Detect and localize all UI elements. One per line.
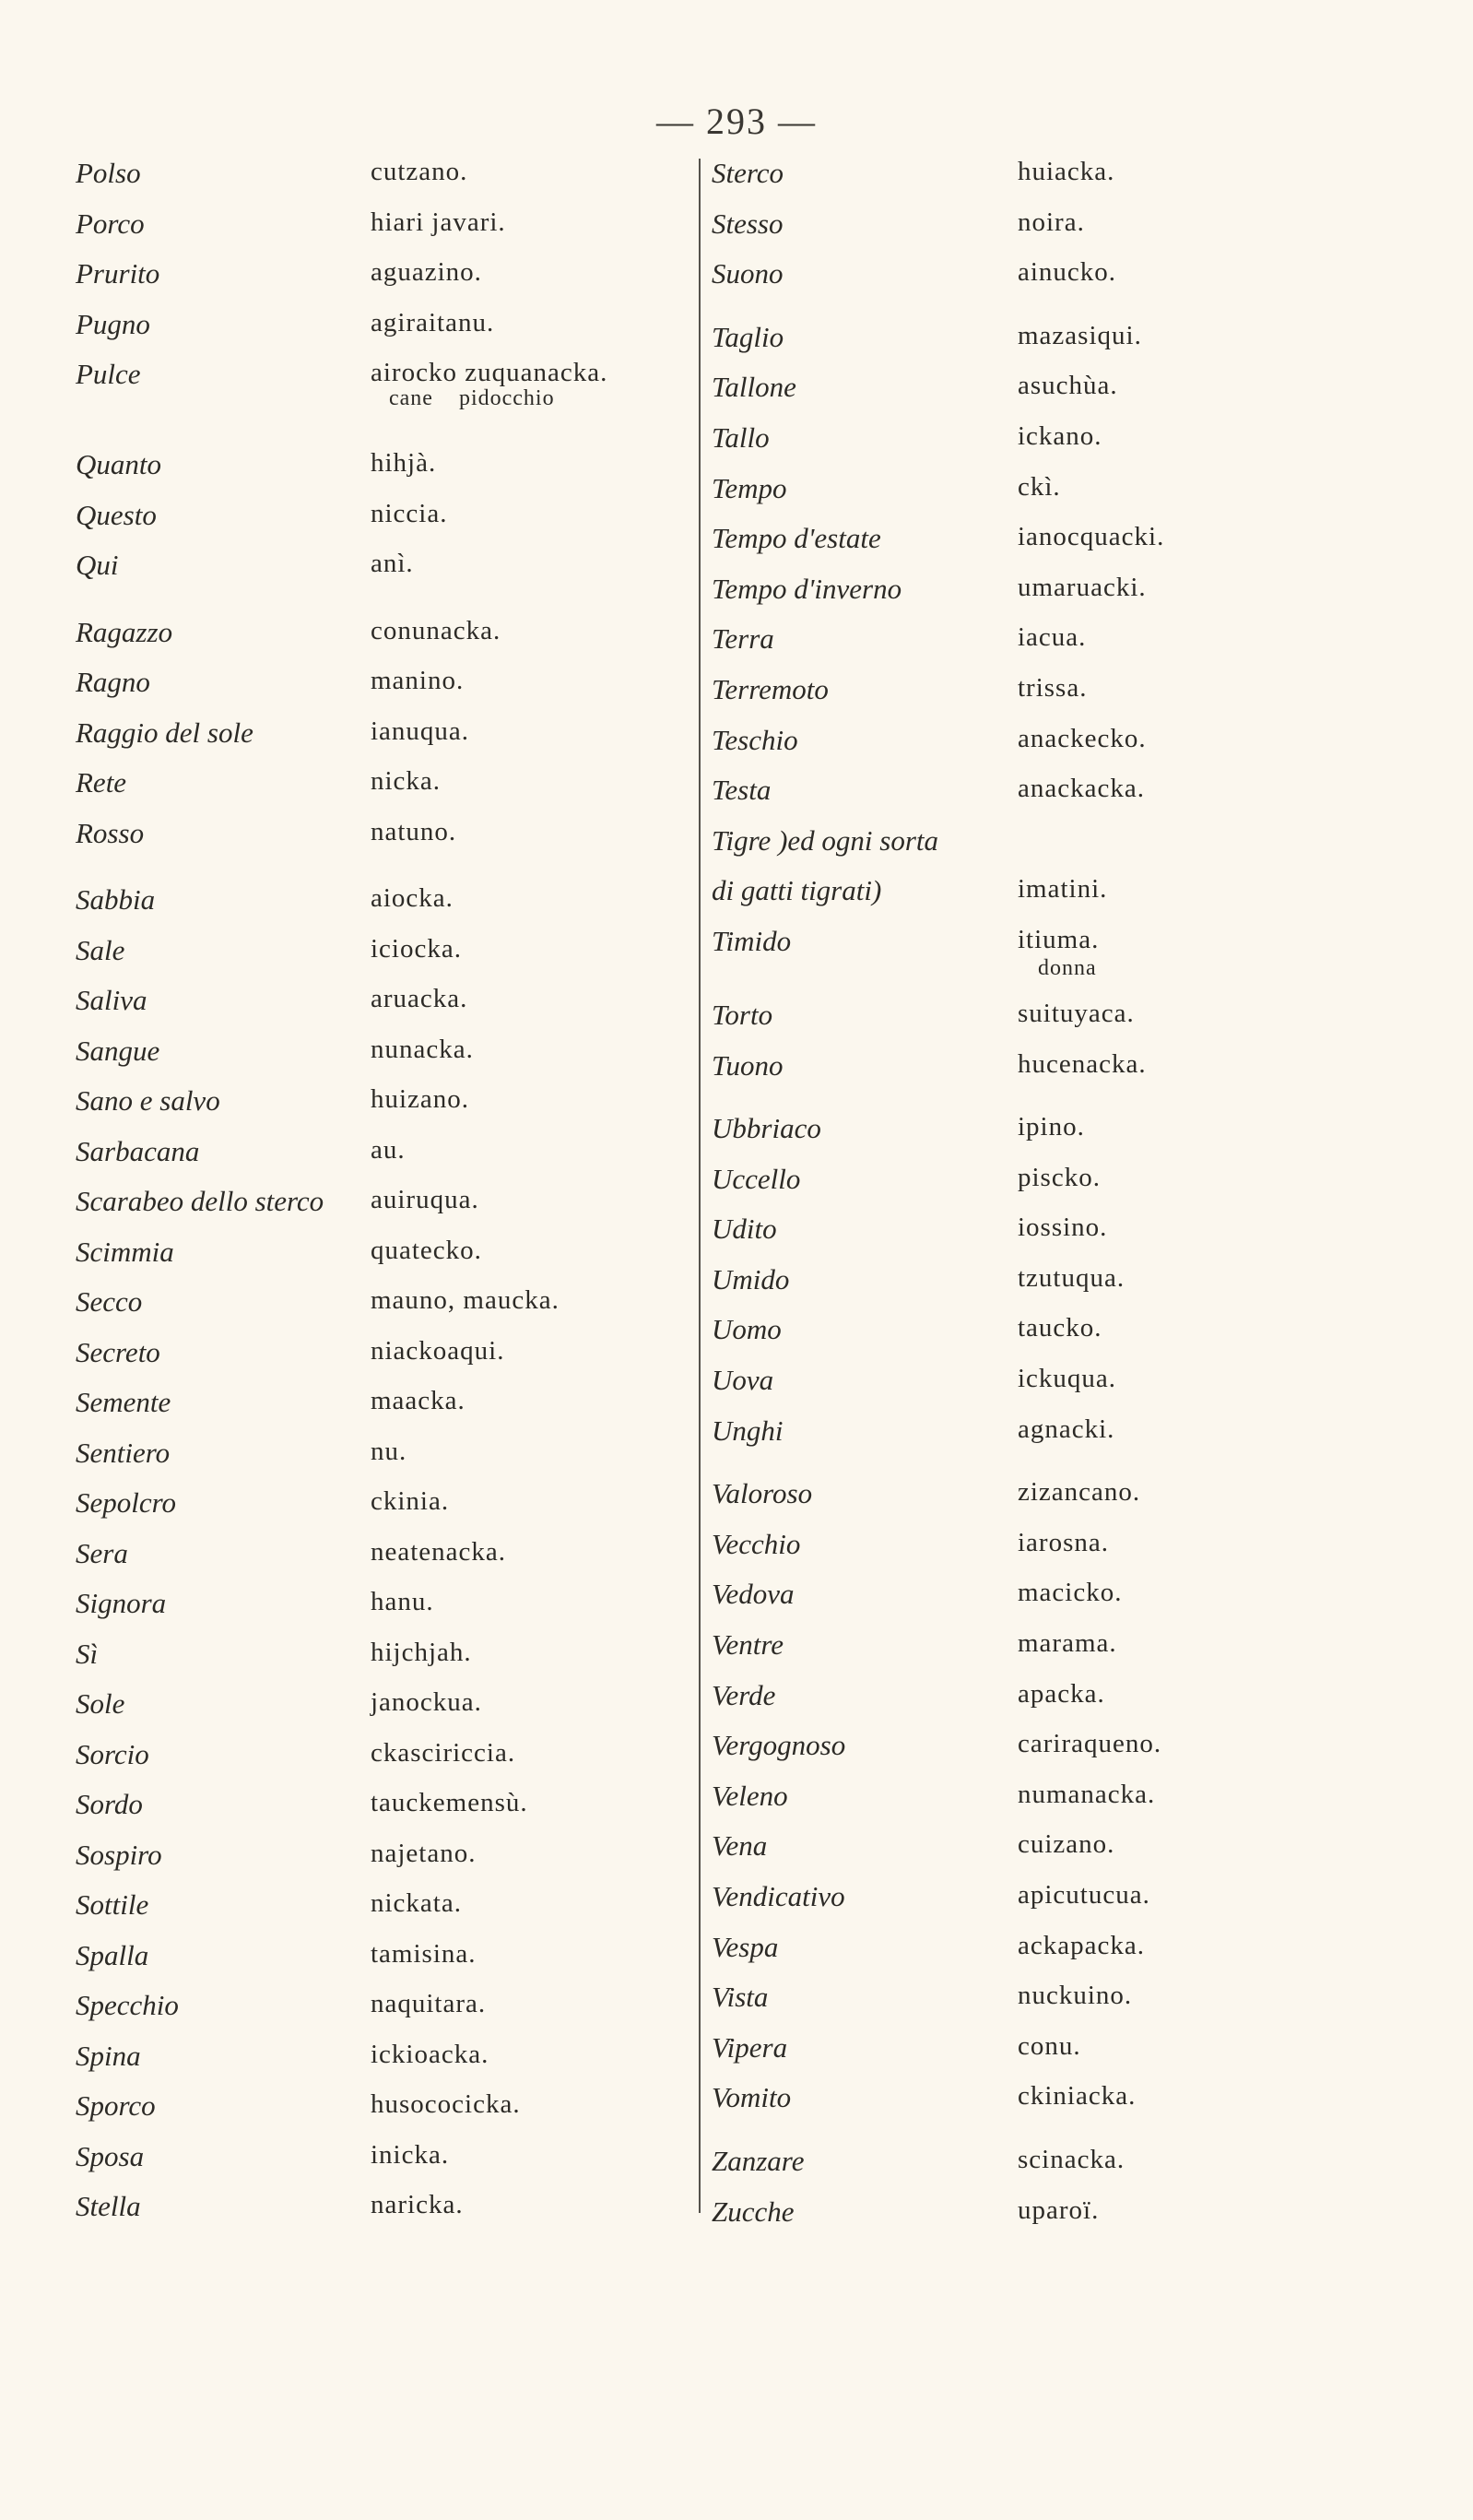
- italian-term: Sano e salvo: [76, 1084, 220, 1117]
- glossary-entry: [76, 1386, 666, 1437]
- italian-term: Sospiro: [76, 1838, 162, 1871]
- italian-term: Sì: [76, 1637, 99, 1670]
- glossary-entry: [712, 157, 1412, 207]
- glossary-entry: [712, 472, 1412, 523]
- italian-term: Semente: [76, 1386, 171, 1418]
- glossary-entry: [76, 716, 666, 767]
- glossary-entry: [712, 1729, 1412, 1780]
- native-translation: iacua.: [1018, 622, 1087, 653]
- native-translation: ckiniacka.: [1018, 2081, 1137, 2112]
- italian-term: Tallo: [712, 420, 770, 454]
- italian-term: Ragazzo: [76, 615, 173, 648]
- section-gap: [712, 1464, 1412, 1477]
- italian-term: Qui: [76, 549, 119, 581]
- native-translation: ckasciriccia.: [371, 1737, 516, 1768]
- glossary-entry: [712, 1213, 1412, 1263]
- glossary-entry: [712, 874, 1412, 925]
- italian-term: Sole: [76, 1687, 125, 1720]
- native-translation: noira.: [1018, 207, 1085, 237]
- glossary-entry: [76, 257, 666, 308]
- native-translation: asuchùa.: [1018, 371, 1118, 401]
- native-translation: hanu.: [371, 1587, 434, 1616]
- native-translation: ackapacka.: [1018, 1930, 1145, 1960]
- native-translation: husococicka.: [371, 2089, 521, 2119]
- glossary-entry: [76, 1185, 666, 1236]
- italian-term: Verde: [712, 1678, 776, 1711]
- glossary-entry: [712, 1049, 1412, 1100]
- native-translation: ckì.: [1018, 471, 1061, 502]
- italian-term: Veleno: [712, 1779, 788, 1812]
- glossary-entry: [712, 1163, 1412, 1213]
- glossary-entry: [76, 1687, 666, 1738]
- native-translation: tamisina.: [371, 1938, 477, 1969]
- glossary-entry: [76, 358, 666, 432]
- italian-term: Tempo d'inverno: [712, 572, 902, 605]
- native-translation: conu.: [1018, 2030, 1081, 2061]
- native-translation: aiocka.: [371, 883, 454, 913]
- page-number: — 293 —: [656, 101, 817, 142]
- glossary-entry: [76, 984, 666, 1035]
- glossary-entry: [712, 774, 1412, 824]
- italian-term: Uova: [712, 1364, 774, 1397]
- glossary-entry: [76, 1939, 666, 1990]
- italian-term: Rosso: [76, 816, 145, 849]
- native-translation: niccia.: [371, 498, 448, 528]
- italian-term: Pugno: [76, 307, 150, 340]
- glossary-entry: [76, 2089, 666, 2140]
- glossary-entry: [712, 1931, 1412, 1982]
- left-column: [76, 157, 666, 2241]
- native-translation: ainucko.: [1018, 257, 1117, 288]
- native-translation: neatenacka.: [371, 1536, 507, 1567]
- native-translation: naquitara.: [371, 1989, 487, 2018]
- italian-term: Sangue: [76, 1034, 160, 1067]
- glossary-entry: [76, 1738, 666, 1789]
- glossary-entry: [712, 1628, 1412, 1679]
- glossary-entry: [76, 157, 666, 207]
- italian-term: Ventre: [712, 1628, 784, 1662]
- native-translation: tauckemensù.: [371, 1788, 528, 1817]
- native-translation: iarosna.: [1018, 1527, 1109, 1557]
- italian-term: Specchio: [76, 1989, 179, 2021]
- italian-term: Scarabeo dello sterco: [76, 1185, 324, 1217]
- glossary-entry: [712, 2081, 1412, 2132]
- native-translation: huiacka.: [1018, 157, 1115, 186]
- section-gap: [712, 2132, 1412, 2145]
- native-translation: hihjà.: [371, 448, 437, 478]
- italian-term: Sposa: [76, 2139, 145, 2172]
- italian-term: Teschio: [712, 723, 798, 756]
- native-translation: quatecko.: [371, 1235, 482, 1265]
- glossary-entry: [76, 1788, 666, 1839]
- native-translation: apicutucua.: [1018, 1880, 1150, 1910]
- italian-term: Sabbia: [76, 883, 156, 916]
- section-gap: [76, 867, 666, 883]
- glossary-entry: [712, 999, 1412, 1049]
- glossary-entry: [76, 2190, 666, 2241]
- glossary-entry: [76, 883, 666, 934]
- italian-term: Rete: [76, 766, 127, 799]
- glossary-entry: [76, 766, 666, 817]
- glossary-entry: [712, 2145, 1412, 2195]
- native-translation: nunacka.: [371, 1034, 474, 1064]
- italian-term: Vendicativo: [712, 1880, 845, 1912]
- native-translation: itiuma.: [1018, 924, 1100, 954]
- native-translation: ickano.: [1018, 420, 1102, 451]
- italian-term: Vergognoso: [712, 1729, 846, 1762]
- glossary-entry: [712, 1780, 1412, 1830]
- glossary-entry: [76, 549, 666, 599]
- native-translation: aruacka.: [371, 984, 468, 1013]
- native-translation: agiraitanu.: [371, 307, 495, 337]
- native-translation: nuckuino.: [1018, 1981, 1133, 2011]
- italian-term: Ragno: [76, 666, 150, 698]
- native-translation: imatini.: [1018, 874, 1108, 905]
- glossary-entry: [712, 1112, 1412, 1163]
- native-translation: nu.: [371, 1436, 407, 1466]
- italian-term: Vena: [712, 1829, 768, 1863]
- italian-term: Tigre )ed ogni sorta: [712, 823, 939, 857]
- native-translation: numanacka.: [1018, 1779, 1156, 1809]
- native-translation: ickuqua.: [1018, 1364, 1117, 1394]
- native-translation: anackecko.: [1018, 723, 1147, 753]
- column-divider: [699, 159, 701, 2213]
- glossary-entry: [76, 934, 666, 985]
- glossary-entry: [712, 207, 1412, 258]
- glossary-entry: [76, 1437, 666, 1487]
- glossary-entry: [76, 1486, 666, 1537]
- native-translation: nickata.: [371, 1888, 462, 1918]
- glossary-entry: [76, 207, 666, 258]
- italian-term: Timido: [712, 924, 792, 957]
- glossary-entry: [712, 1578, 1412, 1628]
- glossary-entry: [76, 499, 666, 550]
- glossary-entry: [712, 925, 1412, 999]
- native-translation: hiari javari.: [371, 207, 506, 237]
- italian-term: Pulce: [76, 358, 141, 390]
- italian-term: Tempo d'estate: [712, 522, 881, 555]
- native-translation: agnacki.: [1018, 1414, 1115, 1444]
- italian-term: Sorcio: [76, 1737, 149, 1770]
- native-translation: cutzano.: [371, 157, 468, 186]
- native-translation: inicka.: [371, 2139, 450, 2170]
- translation-gloss: donna: [1038, 955, 1097, 980]
- glossary-entry: [712, 673, 1412, 724]
- italian-term: Sarbacana: [76, 1134, 200, 1167]
- native-translation: ianocquacki.: [1018, 522, 1165, 552]
- native-translation: auiruqua.: [371, 1185, 479, 1214]
- native-translation: najetano.: [371, 1838, 477, 1868]
- italian-term: Sordo: [76, 1788, 143, 1820]
- italian-term: Valoroso: [712, 1477, 813, 1510]
- italian-term: Uomo: [712, 1313, 782, 1346]
- italian-term: Raggio del sole: [76, 716, 253, 749]
- italian-term: Zucche: [712, 2195, 795, 2228]
- glossary-entry: [76, 2040, 666, 2090]
- glossary-entry: [76, 1839, 666, 1889]
- glossary-entry: [712, 724, 1412, 775]
- italian-term: Porco: [76, 207, 145, 240]
- glossary-entry: [712, 2195, 1412, 2246]
- italian-term: Torto: [712, 998, 773, 1031]
- native-translation: ianuqua.: [371, 716, 470, 746]
- glossary-entry: [712, 1829, 1412, 1880]
- native-translation: cariraqueno.: [1018, 1729, 1162, 1759]
- right-column: [712, 157, 1412, 2245]
- italian-term: Secco: [76, 1285, 143, 1318]
- glossary-entry: [76, 448, 666, 499]
- glossary-entry: [712, 1880, 1412, 1931]
- native-translation: au.: [371, 1134, 406, 1165]
- glossary-entry: [712, 622, 1412, 673]
- native-translation: macicko.: [1018, 1578, 1123, 1608]
- italian-term: Uccello: [712, 1162, 801, 1195]
- italian-term: Udito: [712, 1213, 777, 1246]
- section-gap: [76, 599, 666, 616]
- glossary-entry: [712, 1679, 1412, 1730]
- italian-term: Tempo: [712, 471, 787, 504]
- italian-term: Ubbriaco: [712, 1112, 821, 1145]
- native-translation: iossino.: [1018, 1213, 1108, 1243]
- glossary-entry: [76, 1638, 666, 1688]
- native-translation: airocko zuquanacka.: [371, 358, 608, 387]
- italian-term: Vecchio: [712, 1527, 801, 1560]
- italian-term: Sottile: [76, 1888, 149, 1921]
- italian-term: Sepolcro: [76, 1486, 177, 1519]
- native-translation: hijchjah.: [371, 1637, 472, 1667]
- italian-term: Terra: [712, 622, 774, 656]
- native-translation: naricka.: [371, 2190, 464, 2219]
- glossary-entry: [712, 1364, 1412, 1414]
- glossary-entry: [76, 1888, 666, 1939]
- glossary-entry: [712, 321, 1412, 372]
- native-translation: ipino.: [1018, 1112, 1085, 1142]
- italian-term: Sera: [76, 1536, 128, 1569]
- glossary-entry: [712, 824, 1412, 875]
- native-translation: scinacka.: [1018, 2144, 1125, 2174]
- native-translation: janockua.: [371, 1687, 482, 1717]
- glossary-entry: [76, 308, 666, 359]
- native-translation: niackoaqui.: [371, 1335, 505, 1366]
- native-translation: nicka.: [371, 766, 442, 796]
- glossary-entry: [76, 1537, 666, 1588]
- native-translation: mauno, maucka.: [371, 1285, 560, 1315]
- native-translation: manino.: [371, 666, 465, 695]
- italian-term: Sporco: [76, 2089, 156, 2122]
- italian-term: Saliva: [76, 984, 147, 1016]
- glossary-entry: [76, 666, 666, 716]
- native-translation: taucko.: [1018, 1313, 1102, 1343]
- glossary-entry: [76, 1285, 666, 1336]
- native-translation: natuno.: [371, 816, 457, 846]
- italian-term: Polso: [76, 157, 141, 189]
- glossary-entry: [712, 1414, 1412, 1465]
- native-translation: tzutuqua.: [1018, 1262, 1125, 1293]
- section-gap: [712, 308, 1412, 321]
- italian-term: Zanzare: [712, 2144, 805, 2177]
- italian-term: Stella: [76, 2190, 141, 2222]
- native-translation: umaruacki.: [1018, 572, 1147, 602]
- native-translation: aguazino.: [371, 257, 482, 287]
- italian-term: Umido: [712, 1262, 790, 1295]
- italian-term: Vista: [712, 1981, 769, 2014]
- italian-term: Quanto: [76, 448, 161, 480]
- italian-term: Unghi: [712, 1414, 784, 1447]
- italian-term: Vedova: [712, 1578, 795, 1611]
- glossary-entry: [712, 1981, 1412, 2031]
- italian-term: Scimmia: [76, 1235, 174, 1268]
- glossary-entry: [712, 573, 1412, 623]
- italian-term: Vespa: [712, 1930, 779, 1963]
- italian-term: Sale: [76, 933, 125, 966]
- glossary-entry: [712, 1263, 1412, 1314]
- italian-term: di gatti tigrati): [712, 874, 882, 907]
- native-translation: trissa.: [1018, 672, 1088, 703]
- glossary-entry: [712, 522, 1412, 573]
- glossary-entry: [712, 1528, 1412, 1579]
- italian-term: Secreto: [76, 1335, 160, 1368]
- native-translation: ickioacka.: [371, 2039, 489, 2069]
- glossary-entry: [712, 371, 1412, 421]
- glossary-entry: [76, 1336, 666, 1387]
- italian-term: Sentiero: [76, 1436, 171, 1469]
- italian-term: Vomito: [712, 2081, 792, 2114]
- native-translation: suituyaca.: [1018, 998, 1135, 1028]
- native-translation: anackacka.: [1018, 774, 1145, 804]
- native-translation: marama.: [1018, 1628, 1117, 1659]
- glossary-entry: [712, 1313, 1412, 1364]
- italian-term: Vipera: [712, 2030, 788, 2064]
- glossary-entry: [76, 1135, 666, 1186]
- glossary-entry: [76, 817, 666, 868]
- italian-term: Spalla: [76, 1938, 149, 1971]
- italian-term: Spina: [76, 2039, 141, 2072]
- native-translation: zizancano.: [1018, 1477, 1141, 1508]
- native-translation: iciocka.: [371, 933, 462, 964]
- italian-term: Stesso: [712, 207, 784, 240]
- native-translation: uparoï.: [1018, 2195, 1100, 2225]
- native-translation: conunacka.: [371, 615, 501, 645]
- native-translation: hucenacka.: [1018, 1048, 1147, 1079]
- italian-term: Suono: [712, 257, 784, 290]
- native-translation: piscko.: [1018, 1162, 1101, 1192]
- translation-gloss: cane pidocchio: [389, 386, 555, 410]
- glossary-entry: [712, 421, 1412, 472]
- section-gap: [712, 1099, 1412, 1112]
- native-translation: cuizano.: [1018, 1829, 1115, 1860]
- native-translation: apacka.: [1018, 1678, 1105, 1709]
- native-translation: anì.: [371, 549, 414, 578]
- native-translation: mazasiqui.: [1018, 320, 1142, 350]
- glossary-entry: [76, 1084, 666, 1135]
- native-translation: huizano.: [371, 1084, 470, 1114]
- italian-term: Tuono: [712, 1048, 784, 1082]
- italian-term: Prurito: [76, 257, 160, 290]
- section-gap: [76, 432, 666, 448]
- italian-term: Testa: [712, 774, 772, 807]
- glossary-entry: [76, 1587, 666, 1638]
- italian-term: Signora: [76, 1587, 167, 1619]
- glossary-entry: [712, 257, 1412, 308]
- glossary-entry: [76, 1035, 666, 1085]
- glossary-entry: [76, 616, 666, 667]
- glossary-entry: [76, 1236, 666, 1286]
- native-translation: ckinia.: [371, 1486, 450, 1516]
- italian-term: Tallone: [712, 371, 796, 404]
- italian-term: Terremoto: [712, 672, 829, 705]
- native-translation: maacka.: [371, 1386, 465, 1415]
- italian-term: Questo: [76, 498, 157, 531]
- glossary-entry: [76, 1989, 666, 2040]
- italian-term: Taglio: [712, 320, 784, 353]
- glossary-entry: [76, 2140, 666, 2191]
- glossary-entry: [712, 2031, 1412, 2082]
- italian-term: Sterco: [712, 157, 784, 189]
- glossary-entry: [712, 1477, 1412, 1528]
